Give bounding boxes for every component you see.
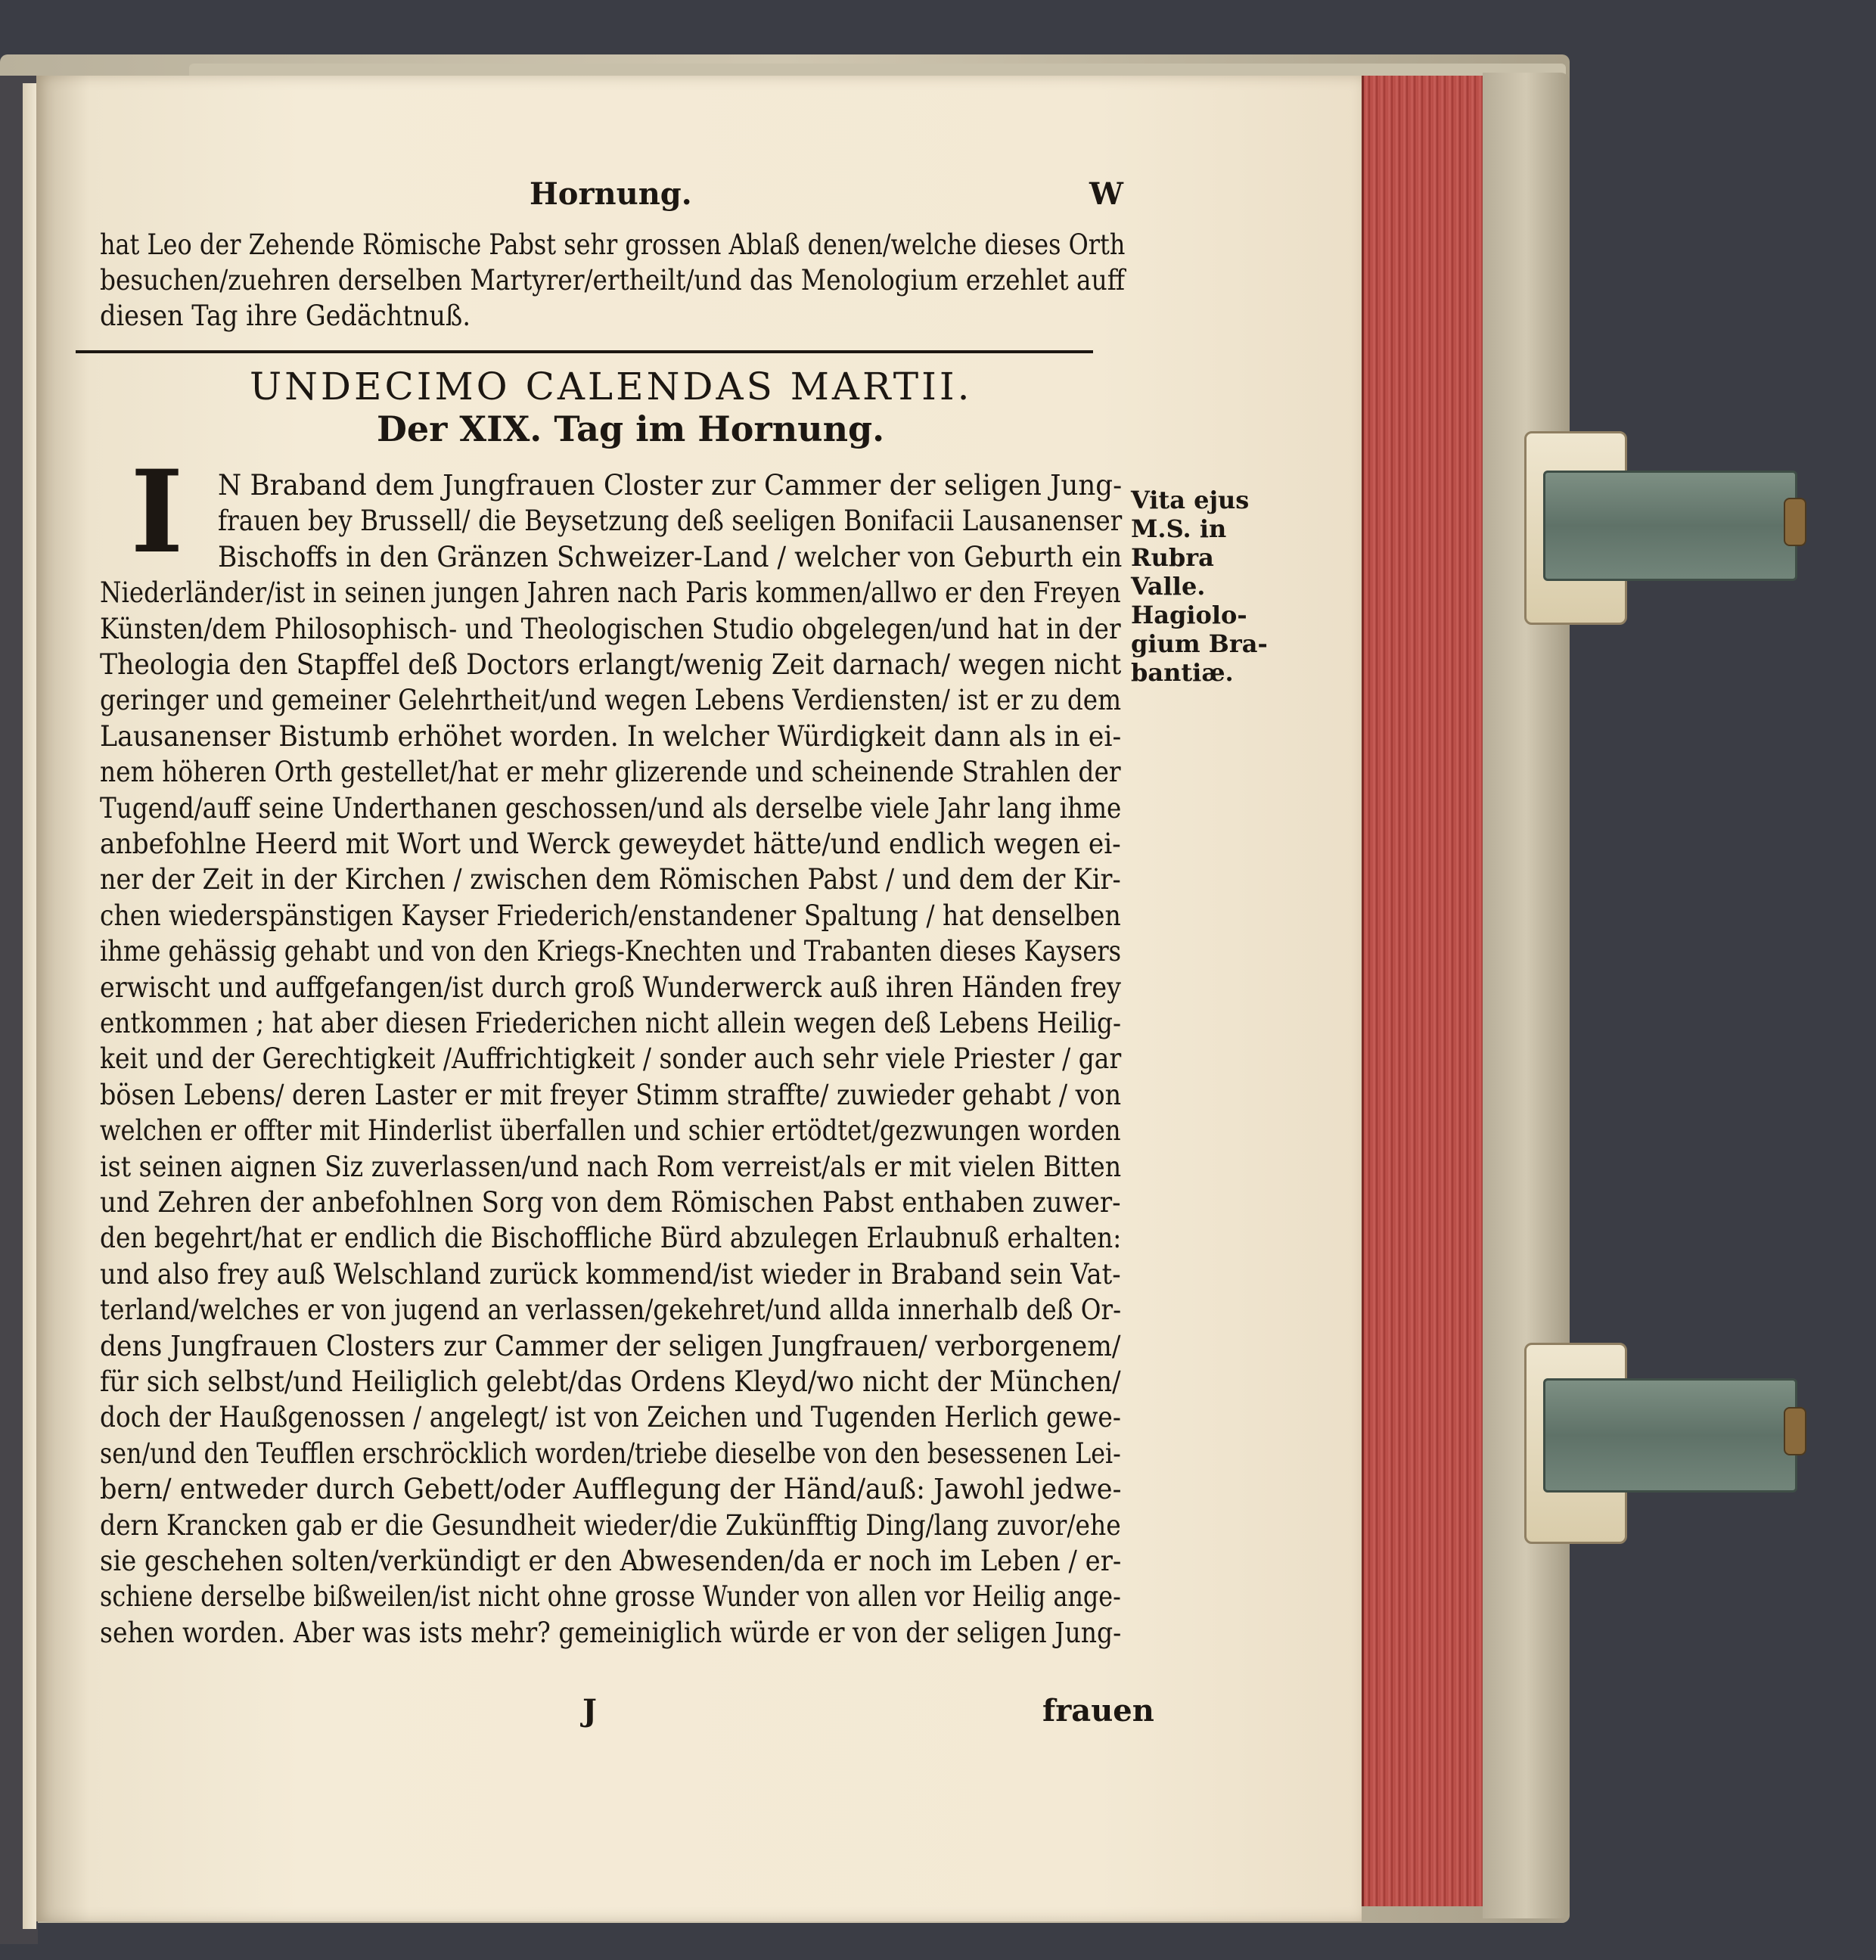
body-line: ist seinen aignen Siz zuverlassen/und nach Rom verreist/als er mit vielen Bitten [100, 1150, 1122, 1183]
body-line: sehen worden. Aber was ists mehr? gemeiniglich würde er von der seligen Jung- [100, 1616, 1122, 1649]
body-line: keit und der Gerechtigkeit /Auffrichtigkeit / sonder auch sehr viele Priester / gar [100, 1042, 1122, 1076]
body-line: ihme gehässig gehabt und von den Kriegs-Knechten und Trabanten dieses Kaysers [100, 935, 1122, 968]
drop-capital: I [130, 446, 184, 579]
lower-clasp-metal [1543, 1378, 1797, 1493]
body-line: sen/und den Teufflen erschröcklich worden/triebe dieselbe von den besessenen Lei- [100, 1437, 1121, 1470]
body-line: Tugend/auff seine Underthanen geschossen/und als derselbe viele Jahr lang ihme [100, 791, 1122, 825]
body-line: dern Krancken gab er die Gesundheit wieder/die Zukünfftig Ding/lang zuvor/ehe [100, 1508, 1121, 1542]
margin-note: bantiæ. [1131, 658, 1234, 687]
body-line: den begehrt/hat er endlich die Bischoffliche Bürd abzulegen Erlaubnuß erhalten: [100, 1222, 1122, 1255]
body-line: frauen bey Brussell/ die Beysetzung deß seeligen Bonifacii Lausanenser [218, 505, 1123, 538]
body-line: schiene derselbe bißweilen/ist nicht ohne grosse Wunder von allen vor Heilig ange- [100, 1580, 1121, 1614]
body-line: dens Jungfrauen Closters zur Cammer der seligen Jungfrauen/ verborgenem/ [100, 1329, 1121, 1362]
intro-line: hat Leo der Zehende Römische Pabst sehr grossen Ablaß denen/welche dieses Orth [100, 228, 1126, 261]
margin-note: Vita ejus [1131, 486, 1250, 514]
margin-note: M.S. in [1131, 514, 1227, 543]
margin-note: gium Bra- [1131, 629, 1268, 658]
body-line: Theologia den Stapffel deß Doctors erlangt/wenig Zeit darnach/ wegen nicht [100, 648, 1122, 681]
body-line: Niederländer/ist in seinen jungen Jahren nach Paris kommen/allwo er den Freyen [100, 576, 1121, 610]
body-line: nem höheren Orth gestellet/hat er mehr glizerende und scheinende Strahlen der [100, 756, 1121, 789]
body-line: und Zehren der anbefohlnen Sorg von dem Römischen Pabst enthaben zuwer- [100, 1186, 1121, 1219]
lower-clasp-pin [1784, 1407, 1806, 1455]
folio: W [1089, 176, 1123, 212]
red-page-edges [1362, 76, 1485, 1906]
body-line: Künsten/dem Philosophisch- und Theologischen Studio obgelegen/und hat in der [100, 612, 1121, 645]
body-line: terland/welches er von jugend an verlassen/gekehret/und allda innerhalb deß Or- [100, 1294, 1122, 1327]
intro-line: diesen Tag ihre Gedächtnuß. [100, 300, 471, 332]
section-rule [76, 350, 1093, 353]
body-line: chen wiederspänstigen Kayser Friederich/enstandener Spaltung / hat denselben [100, 899, 1121, 932]
upper-clasp-pin [1784, 498, 1806, 546]
body-line: geringer und gemeiner Gelehrtheit/und wegen Lebens Verdiensten/ ist er zu dem [100, 684, 1122, 717]
body-line: erwischt und auffgefangen/ist durch groß Wunderwerck auß ihren Händen frey [100, 971, 1121, 1004]
body-line: entkommen ; hat aber diesen Friederichen nicht allein wegen deß Lebens Heilig- [100, 1007, 1122, 1039]
body-line: doch der Haußgenossen / angelegt/ ist von Zeichen und Tugenden Herlich gewe- [100, 1401, 1121, 1434]
section-subheading: Der XIX. Tag im Hornung. [377, 408, 885, 449]
body-line: N Braband dem Jungfrauen Closter zur Cammer der seligen Jung- [218, 469, 1123, 502]
body-line: ner der Zeit in der Kirchen / zwischen dem Römischen Pabst / und dem der Kir- [100, 863, 1121, 896]
section-heading: UNDECIMO CALENDAS MARTII. [250, 365, 973, 408]
facing-page-edge [23, 83, 36, 1929]
cover-fore-edge [1483, 73, 1570, 1918]
body-line: Lausanenser Bistumb erhöhet worden. In welcher Würdigkeit dann als in ei- [100, 719, 1122, 753]
signature-mark: J [582, 1693, 597, 1729]
margin-note: Valle. [1131, 572, 1206, 601]
body-line: anbefohlne Heerd mit Wort und Werck geweydet hätte/und endlich wegen ei- [100, 828, 1121, 860]
running-head: Hornung. [530, 176, 692, 212]
body-line: für sich selbst/und Heiliglich gelebt/das Ordens Kleyd/wo nicht der München/ [100, 1365, 1121, 1398]
catchword: frauen [1042, 1693, 1154, 1729]
body-line: und also frey auß Welschland zurück kommend/ist wieder in Braband sein Vat- [100, 1257, 1121, 1291]
margin-note: Hagiolo- [1131, 601, 1247, 629]
body-line: welchen er offter mit Hinderlist überfallen und schier ertödtet/gezwungen worden [100, 1114, 1121, 1148]
body-line: sie geschehen solten/verkündigt er den Abwesenden/da er noch im Leben / er- [100, 1545, 1122, 1577]
intro-line: besuchen/zuehren derselben Martyrer/ertheilt/und das Menologium erzehlet auff [100, 264, 1125, 297]
body-line: Bischoffs in den Gränzen Schweizer-Land / welcher von Geburth ein [218, 540, 1123, 573]
margin-note: Rubra [1131, 543, 1214, 572]
upper-clasp-metal [1543, 471, 1797, 581]
body-line: bösen Lebens/ deren Laster er mit freyer Stimm straffte/ zuwieder gehabt / von [100, 1078, 1122, 1111]
body-line: bern/ entweder durch Gebett/oder Aufflegung der Händ/auß: Jawohl jedwe- [100, 1473, 1122, 1506]
